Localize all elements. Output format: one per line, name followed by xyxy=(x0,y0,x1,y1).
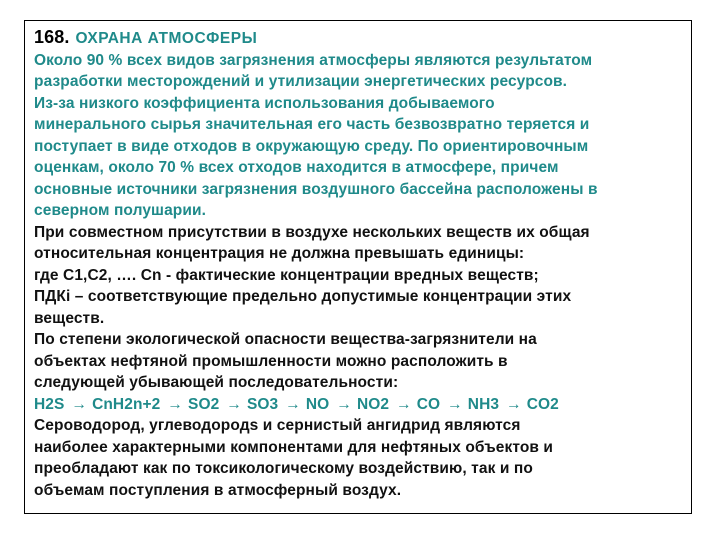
arrow-right-icon: → xyxy=(447,395,463,413)
slide-content xyxy=(34,27,685,501)
body-line: веществ. xyxy=(34,309,105,327)
title-text: ОХРАНА АТМОСФЕРЫ xyxy=(75,30,258,47)
pollutant-item: H2S xyxy=(34,395,65,413)
pollutant-item: NO xyxy=(305,395,330,413)
body-line: ПДКi – соответствующие предельно допустимые концентрации этих xyxy=(34,288,572,305)
body-line: следующей убывающей последовательности: xyxy=(34,374,399,391)
intro-line: разработки месторождений и утилизации энергетических ресурсов. xyxy=(34,73,568,90)
slide-title xyxy=(34,27,685,50)
closing-line: преобладают как по токсикологическому воздействию, так и по xyxy=(34,460,533,477)
body-line: При совместном присутствии в воздухе нескольких веществ их общая xyxy=(34,223,590,241)
slide-frame xyxy=(24,20,692,514)
arrow-right-icon: → xyxy=(396,395,412,413)
arrow-right-icon: → xyxy=(167,395,183,413)
pollutant-item: CnH2n+2 xyxy=(92,395,161,413)
intro-line: Около 90 % всех видов загрязнения атмосферы являются результатом xyxy=(34,51,593,69)
closing-line: наиболее характерными компонентами для нефтяных объектов и xyxy=(34,438,554,456)
pollutant-item: CO2 xyxy=(526,395,559,413)
pollutant-item: NH3 xyxy=(467,395,500,413)
closing-line: Сероводород, углеводородs и сернистый ангидрид являются xyxy=(34,417,521,434)
intro-line: основные источники загрязнения воздушного бассейна расположены в xyxy=(34,180,598,198)
intro-line: минерального сырья значительная его часть безвозвратно теряется и xyxy=(34,116,590,133)
closing-paragraph xyxy=(34,415,685,501)
intro-line: оценкам, около 70 % всех отходов находится в атмосфере, причем xyxy=(34,159,559,176)
pollutant-sequence xyxy=(34,394,685,416)
intro-paragraph xyxy=(34,50,685,222)
intro-line: северном полушарии. xyxy=(34,202,207,219)
pollutant-item: SO3 xyxy=(246,395,279,413)
intro-line: Из-за низкого коэффициента использования добываемого xyxy=(34,94,495,112)
pollutant-item: CO xyxy=(416,395,441,413)
arrow-right-icon: → xyxy=(71,395,88,413)
body-line: объектах нефтяной промышленности можно расположить в xyxy=(34,352,508,370)
closing-line: объемам поступления в атмосферный воздух. xyxy=(34,481,402,499)
intro-line: поступает в виде отходов в окружающую среду. По ориентировочным xyxy=(34,137,589,155)
arrow-right-icon: → xyxy=(336,395,352,413)
pollutant-item: SO2 xyxy=(188,395,220,413)
arrow-right-icon: → xyxy=(226,395,242,413)
pollutant-item: NO2 xyxy=(356,395,390,413)
body-line: По степени экологической опасности вещества-загрязнители на xyxy=(34,331,537,348)
arrow-right-icon: → xyxy=(506,395,522,413)
body-line: относительная концентрация не должна превышать единицы: xyxy=(34,245,525,262)
title-number: 168. xyxy=(34,27,70,47)
body-paragraph xyxy=(34,222,685,394)
body-line: где С1,С2, …. Сn - фактические концентрации вредных веществ; xyxy=(34,266,539,284)
arrow-right-icon: → xyxy=(285,395,301,413)
